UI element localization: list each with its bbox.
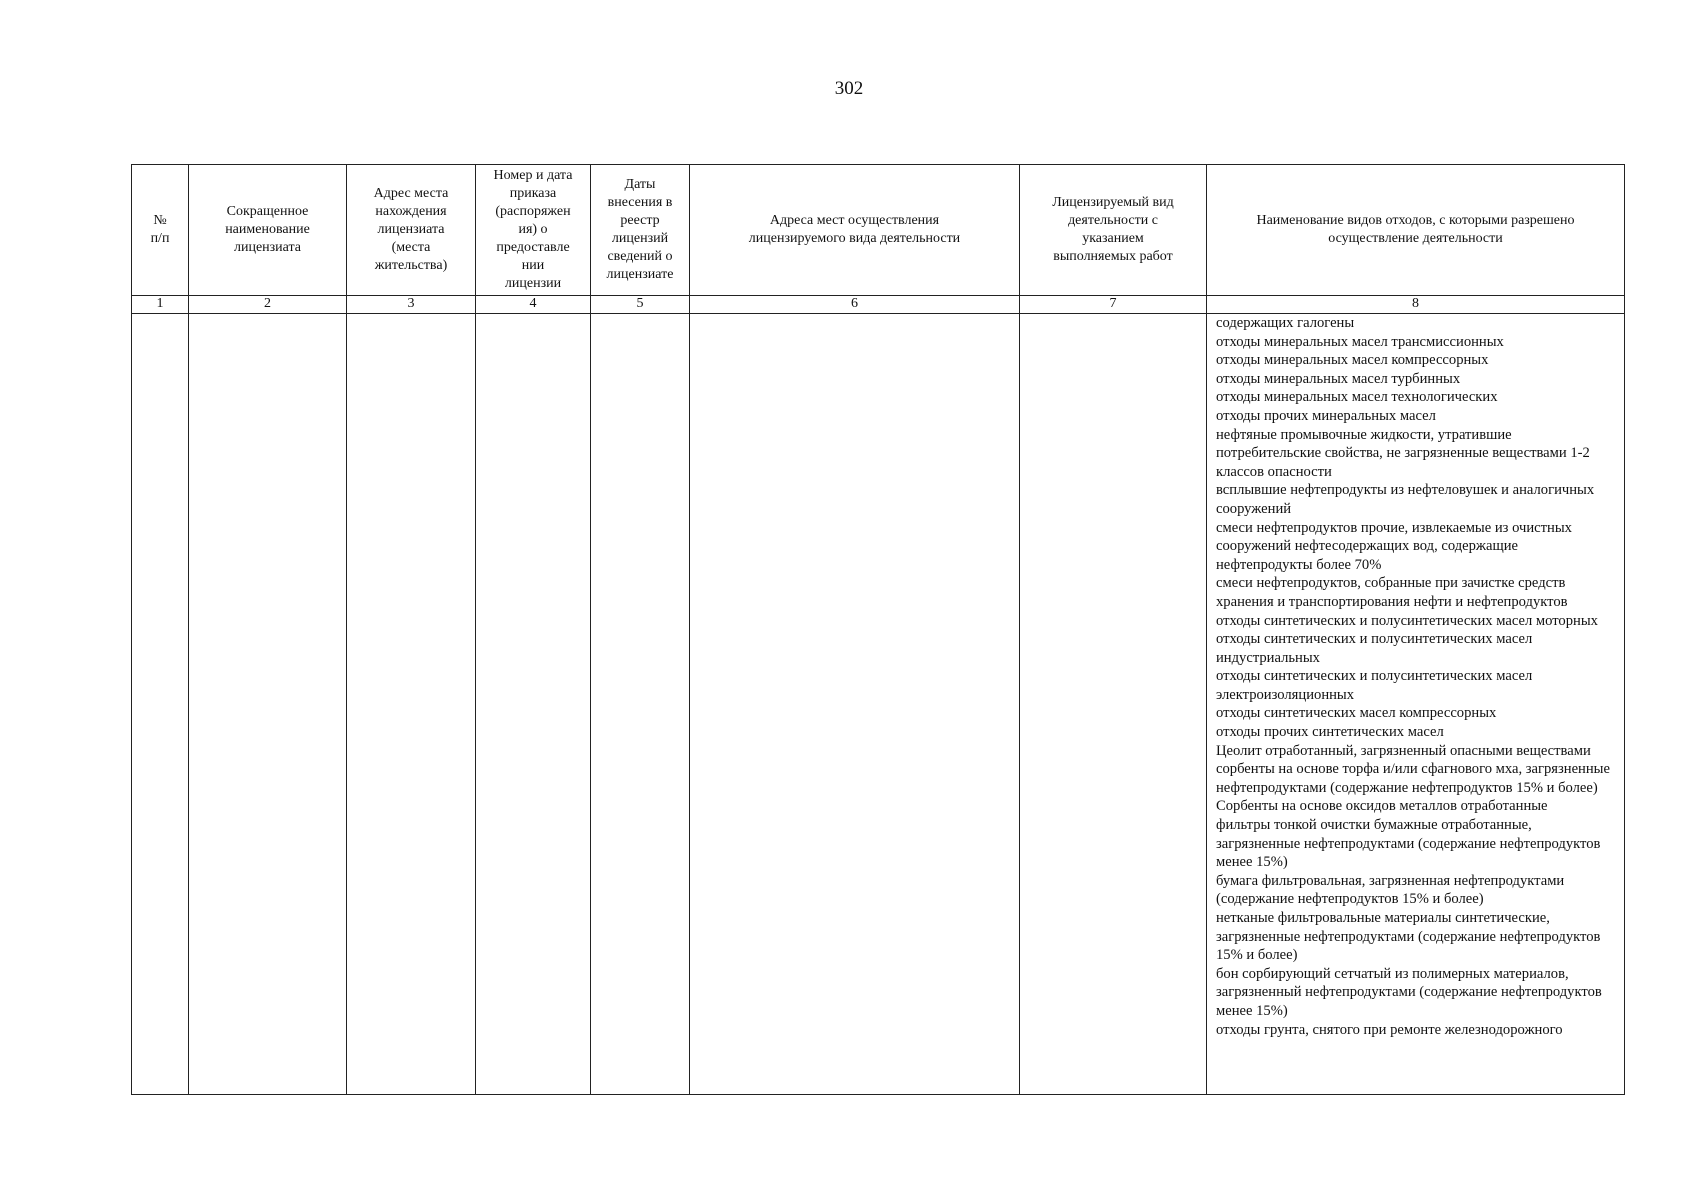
header-cell bbox=[132, 165, 189, 296]
list-item: нетканые фильтровальные материалы синтетические, загрязненные нефтепродуктами (содержание нефтепродуктов 15% и более) bbox=[1216, 910, 1601, 964]
column-number: 6 bbox=[690, 296, 1020, 314]
cell-order bbox=[476, 314, 591, 1095]
column-number: 5 bbox=[591, 296, 690, 314]
list-item: бумага фильтровальная, загрязненная нефтепродуктами (содержание нефтепродуктов 15% и более) bbox=[1216, 872, 1565, 908]
header-cell bbox=[189, 165, 347, 296]
column-number: 7 bbox=[1020, 296, 1207, 314]
cell-licensee-name bbox=[189, 314, 347, 1095]
list-item: смеси нефтепродуктов прочие, извлекаемые из очистных сооружений нефтесодержащих вод, содержащие нефтепродукты более 70% bbox=[1216, 519, 1572, 573]
column-number: 3 bbox=[347, 296, 476, 314]
cell-waste-types bbox=[1207, 314, 1625, 1095]
column-number: 8 bbox=[1207, 296, 1625, 314]
list-item: отходы минеральных масел технологических bbox=[1216, 389, 1498, 406]
cell-activity-addresses bbox=[690, 314, 1020, 1095]
header-cell bbox=[690, 165, 1020, 296]
list-item: отходы грунта, снятого при ремонте железнодорожного bbox=[1216, 1021, 1563, 1038]
header-activity-type: Лицензируемый вид деятельности с указанием выполняемых работ bbox=[1052, 195, 1174, 264]
header-licensee-address: Адрес места нахождения лицензиата (места жительства) bbox=[373, 186, 449, 273]
license-table bbox=[131, 164, 1625, 1095]
list-item: нефтяные промывочные жидкости, утратившие потребительские свойства, не загрязненные веществами 1-2 классов опасности bbox=[1216, 426, 1590, 480]
list-item: отходы минеральных масел компрессорных bbox=[1216, 352, 1489, 369]
header-cell bbox=[1207, 165, 1625, 296]
column-number: 1 bbox=[132, 296, 189, 314]
list-item: отходы прочих синтетических масел bbox=[1216, 724, 1444, 741]
list-item: содержащих галогены bbox=[1216, 315, 1355, 331]
header-cell bbox=[591, 165, 690, 296]
header-licensee-name: Сокращенное наименование лицензиата bbox=[225, 204, 310, 255]
list-item: всплывшие нефтепродукты из нефтеловушек и аналогичных сооружений bbox=[1216, 482, 1595, 517]
header-activity-addresses: Адреса мест осуществления лицензируемого вида деятельности bbox=[748, 213, 961, 246]
cell-registry-dates bbox=[591, 314, 690, 1095]
list-item: отходы синтетических масел компрессорных bbox=[1216, 705, 1497, 722]
column-number: 2 bbox=[189, 296, 347, 314]
waste-types-list bbox=[1207, 314, 1624, 1039]
table-row bbox=[132, 314, 1625, 1095]
header-cell bbox=[476, 165, 591, 296]
header-number: № п/п bbox=[150, 213, 170, 246]
list-item: сорбенты на основе торфа и/или сфагнового мха, загрязненные нефтепродуктами (содержание нефтепродуктов 15% и более) bbox=[1216, 761, 1610, 796]
header-waste-types: Наименование видов отходов, с которыми разрешено осуществление деятельности bbox=[1256, 213, 1575, 246]
list-item: бон сорбирующий сетчатый из полимерных материалов, загрязненный нефтепродуктами (содержание нефтепродуктов менее 15%) bbox=[1216, 965, 1602, 1019]
header-cell bbox=[347, 165, 476, 296]
list-item: Сорбенты на основе оксидов металлов отработанные bbox=[1216, 798, 1548, 815]
column-number-row bbox=[132, 296, 1625, 314]
list-item: отходы минеральных масел трансмиссионных bbox=[1216, 333, 1504, 350]
cell-activity-type bbox=[1020, 314, 1207, 1095]
list-item: смеси нефтепродуктов, собранные при зачистке средств хранения и транспортирования нефти и нефтепродуктов bbox=[1216, 575, 1568, 610]
column-number: 4 bbox=[476, 296, 591, 314]
list-item: отходы синтетических и полусинтетических масел электроизоляционных bbox=[1216, 668, 1533, 703]
list-item: фильтры тонкой очистки бумажные отработанные, загрязненные нефтепродуктами (содержание нефтепродуктов менее 15%) bbox=[1216, 817, 1601, 871]
cell-licensee-address bbox=[347, 314, 476, 1095]
list-item: Цеолит отработанный, загрязненный опасными веществами bbox=[1216, 742, 1591, 759]
page-number: 302 bbox=[834, 78, 864, 99]
list-item: отходы минеральных масел турбинных bbox=[1216, 370, 1461, 387]
list-item: отходы синтетических и полусинтетических масел моторных bbox=[1216, 612, 1598, 629]
header-row bbox=[132, 165, 1625, 296]
list-item: отходы прочих минеральных масел bbox=[1216, 407, 1436, 424]
header-order: Номер и дата приказа (распоряжен ия) о предоставле нии лицензии bbox=[493, 168, 573, 291]
cell-number bbox=[132, 314, 189, 1095]
header-cell bbox=[1020, 165, 1207, 296]
list-item: отходы синтетических и полусинтетических масел индустриальных bbox=[1216, 631, 1533, 666]
header-registry-dates: Даты внесения в реестр лицензий сведений о лицензиате bbox=[606, 177, 674, 282]
